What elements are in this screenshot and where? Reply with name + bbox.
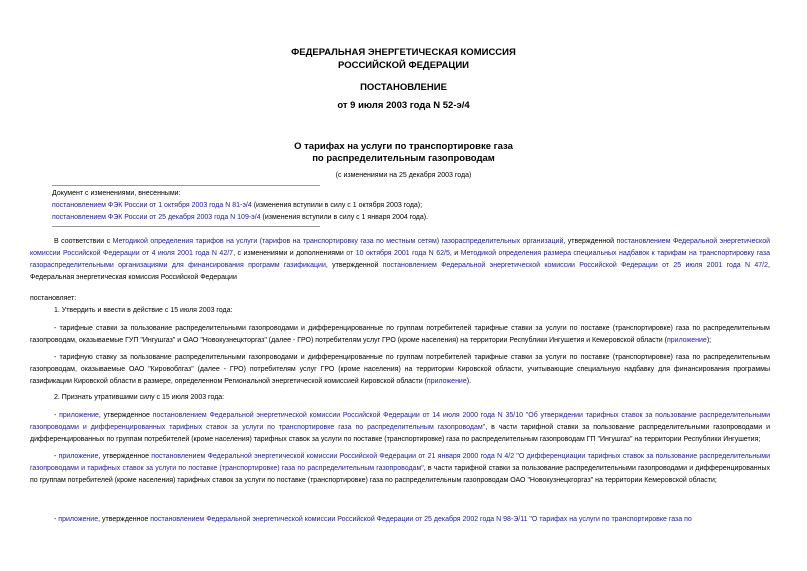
divider-top <box>52 185 320 186</box>
clause-2-item <box>30 410 770 446</box>
text-run: - <box>54 453 59 460</box>
methodology-link[interactable]: Методикой определения тарифов на услуги (тарифов на транспортировку газа по местным сетям) газораспределительных организаций <box>112 238 564 245</box>
document-title-line2: по распределительным газопроводам <box>312 153 495 164</box>
clause-2-heading: 2. Признать утратившими силу с 15 июля 2003 года: <box>54 394 225 401</box>
amendment-note: (изменения вступили в силу с 1 января 2004 года). <box>260 214 429 221</box>
amendments-intro: Документ с изменениями, внесенными: <box>52 190 181 197</box>
text-run: ); <box>706 337 712 344</box>
document-date-number: от 9 июля 2003 года N 52-э/4 <box>337 100 470 111</box>
appendix-link[interactable]: приложение <box>58 516 99 523</box>
resolution-link[interactable]: постановлением Федеральной энергетической комиссии Российской Федерации от 21 января 2000 года N 4/2 "О дифференциации тарифных ставок за пользование распределительными газопроводами и тарифных ставок за услуги по поставке (транспортировке) газа по распределительным газопроводам" <box>30 453 770 472</box>
text-run: , утвержденное <box>98 453 152 460</box>
amendment-link[interactable]: постановлением ФЭК России от 25 декабря 2003 года N 109-э/4 <box>52 214 261 221</box>
text-run: , с изменениями и дополнениями <box>233 250 347 257</box>
text-run: - <box>54 412 60 419</box>
resolution-link[interactable]: постановлением Федеральной энергетической комиссии Российской Федерации от 4 июля 2001 года N 42/7 <box>30 238 771 257</box>
document-title-line1: О тарифах на услуги по транспортировке газа <box>294 141 513 152</box>
text-run: - <box>54 516 59 523</box>
text-run: , утвержденное <box>98 516 151 523</box>
text-run: , утвержденной <box>563 238 617 245</box>
appendix-link[interactable]: приложение <box>58 453 99 460</box>
appendix-link[interactable]: приложение <box>59 412 99 419</box>
text-run: , утвержденной <box>325 262 383 269</box>
amendment-item <box>52 200 552 212</box>
amendment-link[interactable]: постановлением ФЭК России от 1 октября 2003 года N 81-э/4 <box>52 202 252 209</box>
org-name-line2: РОССИЙСКОЙ ФЕДЕРАЦИИ <box>337 60 469 71</box>
amendment-note: (изменения вступили в силу с 1 октября 2003 года); <box>251 202 423 209</box>
decree-word: постановляет: <box>30 295 77 302</box>
clause-2-item <box>30 514 770 526</box>
text-run: - тарифные ставки за пользование распределительными газопроводами и дифференцированные по группам потребителей тарифные ставки за услуги по поставке (транспортировке) газа по распределительным газопроводам, оказываемые ГУП "Ингушгаз" и ОАО "Новокузнецкторгаз" (далее - ГРО) потребителям услуг ГРО (кроме населения) на территории Республики Ингушетия и Кемеровской области ( <box>30 325 770 344</box>
text-run: , в части тарифной ставки за пользование распределительными газопроводами и дифференцированных по группам потребителей (кроме населения) тарифных ставок за услуги по поставке (транспортировке) газа по распределительным газопроводам ГП "Ингушгаз" на территории Республики Ингушетия; <box>30 424 770 443</box>
clause-2-item <box>30 451 770 487</box>
amendments-block <box>52 188 552 224</box>
text-run: - тарифную ставку за пользование распределительными газопроводами и дифференцированные по группам потребителей тарифные ставки за услуги по поставке (транспортировке) газа по распределительным газопроводам, оказываемые ОАО "Кировоблгаз" (далее - ГРО) потребителям услуг ГРО (кроме населения) на территории Кировской области, учитывающие специальную надбавку для финансирования программы газификации Кировской области в размере, определенном Региональной энергетической комиссией Кировской области ( <box>30 354 770 385</box>
methodology-link[interactable]: Методикой определения размера специальных надбавок к тарифам на транспортировку газа газораспределительными организациями для финансирования программ газификации <box>30 250 771 269</box>
resolution-link[interactable]: постановлением Федеральной энергетической комиссии Российской Федерации от 25 декабря 2002 года N 98-Э/11 "О тарифах на услуги по транспортировке газа по <box>150 516 692 523</box>
revision-note: (с изменениями на 25 декабря 2003 года) <box>335 172 472 179</box>
text-run: , утвержденное <box>98 412 153 419</box>
clause-1-item <box>30 323 770 347</box>
text-run: В соответствии с <box>54 238 113 245</box>
amendment-ref-link[interactable]: от 10 октября 2001 года N 62/5 <box>346 250 450 257</box>
text-run: , и <box>449 250 461 257</box>
preamble-paragraph <box>30 236 770 284</box>
text-run: , в части тарифной ставки за пользование распределительными газопроводами и дифференцированных по группам потребителей (кроме населения) тарифных ставок за услуги по поставке (транспортировке) газа по распределительным газопроводам ОАО "Новокузнецкгоргаз" на территории Кемеровской области; <box>30 465 770 484</box>
document-type: ПОСТАНОВЛЕНИЕ <box>360 82 447 93</box>
org-name-line1: ФЕДЕРАЛЬНАЯ ЭНЕРГЕТИЧЕСКАЯ КОМИССИЯ <box>291 47 516 58</box>
appendix-link[interactable]: приложение <box>426 378 467 385</box>
resolution-link[interactable]: постановлением Федеральной энергетической комиссии Российской Федерации от 14 июля 2000 года N 35/10 "Об утверждении тарифных ставок за пользование распределительными газопроводами и дифференцированных тарифных ставок за услуги по транспортировке газа по распределительным газопроводам" <box>30 412 770 431</box>
clause-1-heading: 1. Утвердить и ввести в действие с 15 июля 2003 года: <box>54 307 233 314</box>
resolution-link[interactable]: постановлением Федеральной энергетической комиссии Российской Федерации от 25 июля 2001 года N 47/2 <box>382 262 769 269</box>
text-run: ). <box>466 378 472 385</box>
text-run: , Федеральная энергетическая комиссия Российской Федерации <box>30 262 770 281</box>
amendment-item <box>52 212 552 224</box>
divider-bottom <box>52 226 320 227</box>
clause-1-item <box>30 352 770 388</box>
appendix-link[interactable]: приложение <box>667 337 707 344</box>
